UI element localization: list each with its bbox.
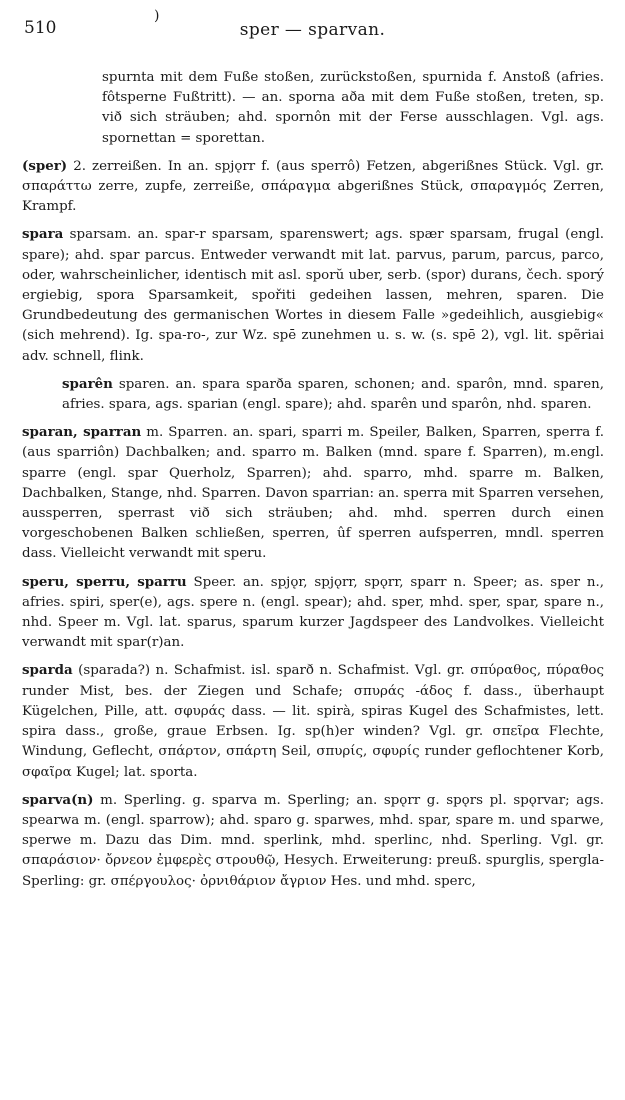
entry-headword: sparda <box>22 662 73 679</box>
entry-body: spurnta mit dem Fuße stoßen, zurückstoßen, spurnida f. Anstoß (afries. fôtsperne Fußtritt). — an. sporna aða mit dem Fuße stoßen, treten, sp. við sich sträuben; ahd. spornôn mit der Ferse ausschlagen. Vgl. ags. spornettan = sporettan. <box>102 70 604 146</box>
entry-body: m. Sparren. an. spari, sparri m. Speiler, Balken, Sparren, sperra f. (aus sparriôn) Dachbalken; and. sparro m. Balken (mnd. spare f. Sparren), m.engl. sparre (engl. spar Querholz, Sparren); ahd. sparro, mhd. sparre m. Balken, Dachbalken, Stange, nhd. Sparren. Davon sparrian: an. sperra mit Sparren versehen, aussperren, sperrast við sich sträuben; ahd. mhd. sperren durch einen vorgeschobenen Balken schließen, sperren, ûf sperren aufsperren, mndl. sperren dass. Vielleicht verwandt mit speru. <box>22 425 604 562</box>
entry-sparen <box>22 374 604 415</box>
entry-continuation <box>22 68 604 149</box>
dictionary-column <box>22 68 604 899</box>
entry-body: sparsam. an. spar-r sparsam, sparenswert; ags. spær sparsam, frugal (engl. spare); ahd. spar parcus. Entweder verwandt mit lat. parvus, parum, parcus, parco, oder, wahrscheinlicher, identisch mit asl. sporŭ uber, serb. (spor) durans, čech. sporý ergiebig, spora Sparsamkeit, spořiti gedeihen lassen, mehren, sparen. Die Grundbedeutung des germanischen Wortes in diesem Falle »gedeihlich, ausgiebig« (sich mehrend). Ig. spa-ro-, zur Wz. spē zunehmen u. s. w. (s. spē 2), vgl. lit. spẽriai adv. schnell, flink. <box>22 227 604 364</box>
entry-sper-2 <box>22 156 604 218</box>
entry-sparan <box>22 422 604 564</box>
entry-body: (sparada?) n. Schafmist. isl. sparð n. Schafmist. Vgl. gr. σπύραθος, πύραθος runder Mist, bes. der Ziegen und Schafe; σπυράς -άδος f. dass., überhaupt Kügelchen, Pille, att. σφυράς dass. — lit. spirà, spiras Kugel des Schafmistes, lett. spira dass., große, graue Erbsen. Ig. sp(h)er winden? Vgl. gr. σπεῖρα Flechte, Windung, Geflecht, σπάρτον, σπάρτη Seil, σπυρίς, σφυρίς runder geflochtener Korb, σφαῖρα Kugel; lat. sporta. <box>22 663 604 780</box>
entry-headword: sparên <box>62 375 113 392</box>
entry-speru <box>22 572 604 654</box>
entry-body: m. Sperling. g. sparva m. Sperling; an. spǫrr g. spǫrs pl. spǫrvar; ags. spearwa m. (engl. sparrow); ahd. sparo g. sparwes, mhd. spar, spare m. und sparwe, sperwe m. Dazu das Dim. mnd. sperlink, mhd. sperlinc, nhd. Sperling. Vgl. gr. σπαράσιον· ὄρνεον ἐμφερὲς στρουθῷ, Hesych. Erweiterung: preuß. spurglis, spergla- Sperling: gr. σπέργουλος· ὀρνιθάριον ἄγριον Hes. und mhd. sperc, <box>22 792 604 889</box>
page-number: 510 <box>24 18 57 38</box>
entry-body: sparen. an. spara sparða sparen, schonen; and. sparôn, mnd. sparen, afries. spara, ags. sparian (engl. spare); ahd. sparên und sparôn, nhd. sparen. <box>62 376 605 413</box>
entry-headword: sparan, sparran <box>22 424 142 441</box>
entry-body: 2. zerreißen. In an. spjǫrr f. (aus sperrô) Fetzen, abgerißnes Stück. Vgl. gr. σπαράττω zerre, zupfe, zerreiße, σπάραγμα abgerißnes Stück, σπαραγμός Zerren, Krampf. <box>22 158 604 215</box>
entry-headword: speru, sperru, sparru <box>22 573 187 590</box>
entry-headword: spara <box>22 226 64 243</box>
page-header <box>24 8 601 48</box>
entry-spara <box>22 224 604 366</box>
entry-headword: (sper) <box>22 157 68 174</box>
entry-headword: sparva(n) <box>22 791 94 808</box>
stray-mark: ) <box>154 8 160 24</box>
entry-sparva <box>22 790 604 892</box>
running-head: sper — sparvan. <box>239 20 386 40</box>
entry-body: Speer. an. spjǫr, spjǫrr, spǫrr, sparr n. Speer; as. sper n., afries. spiri, sper(e), ags. spere n. (engl. spear); ahd. sper, mhd. sper, spar, spare n., nhd. Speer m. Vgl. lat. sparus, sparum kurzer Jagdspeer des Landvolkes. Vielleicht verwandt mit spar(r)an. <box>22 574 604 651</box>
entry-sparda <box>22 660 604 782</box>
